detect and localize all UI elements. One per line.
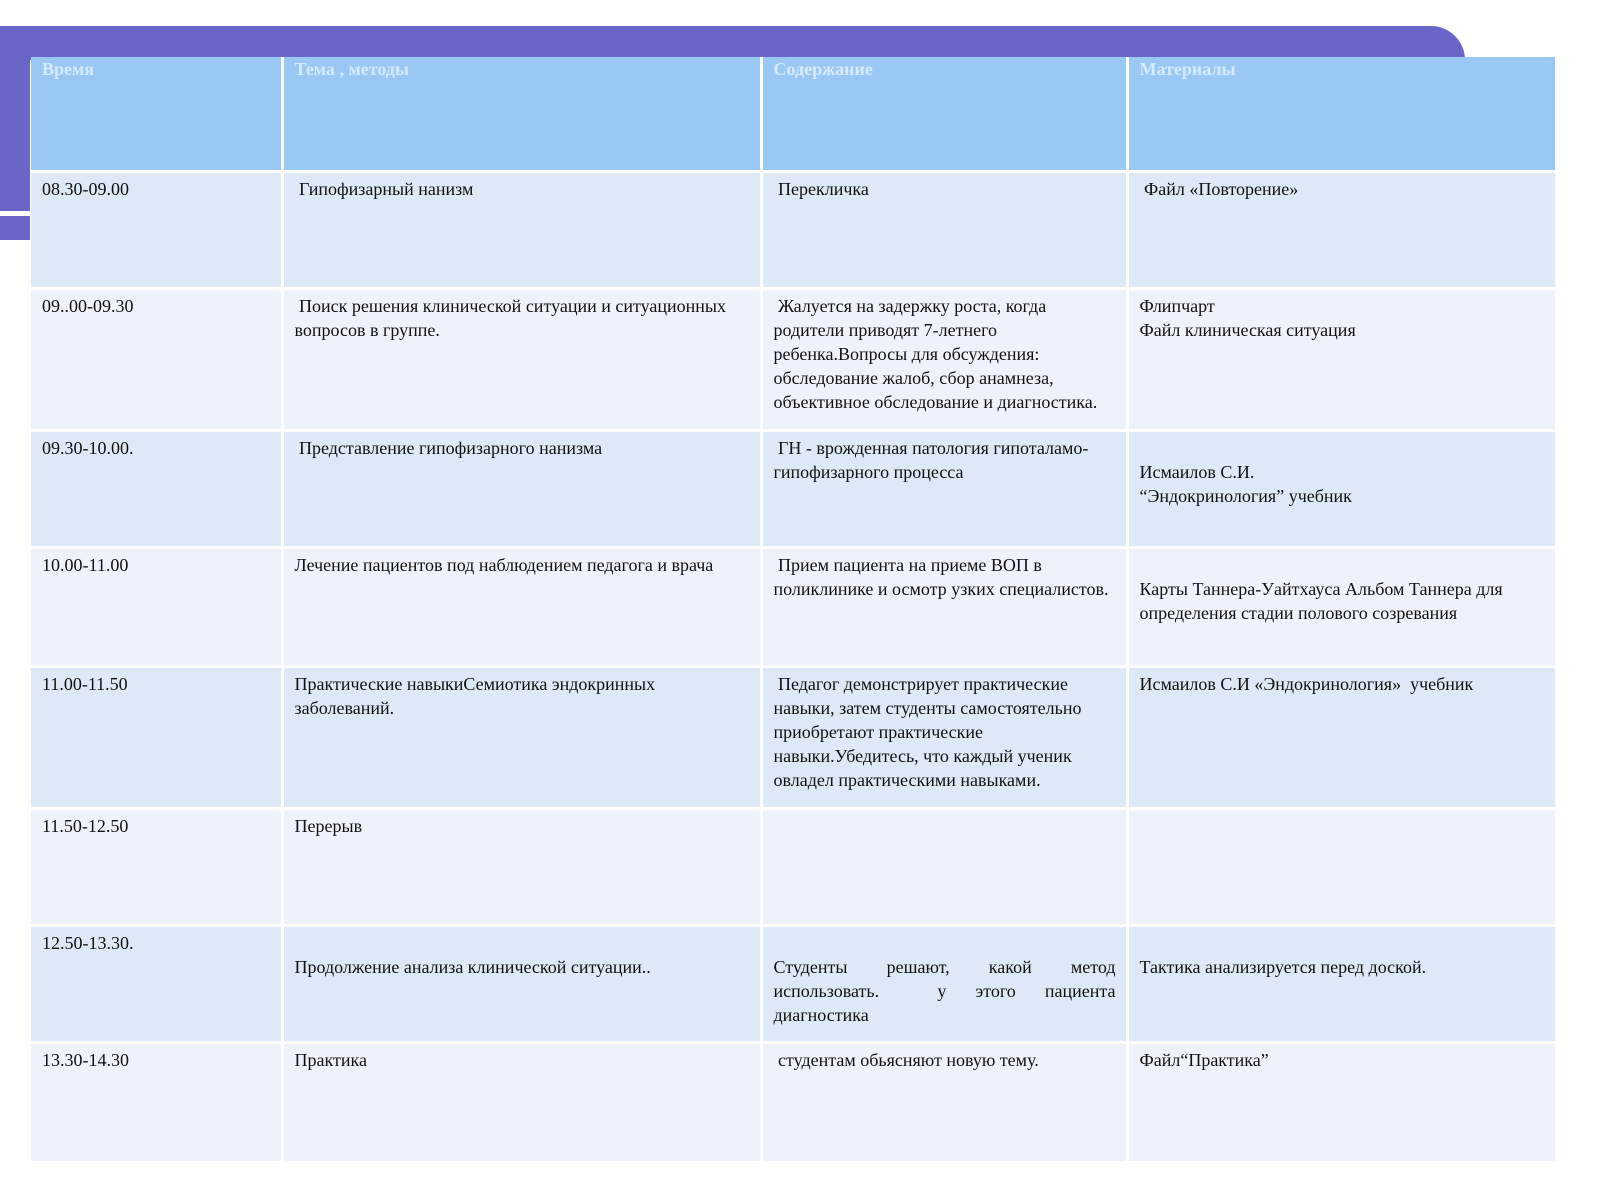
content-text: ГН - врожденная патология гипоталамо-гипофизарного процесса bbox=[773, 438, 1089, 482]
cell-content bbox=[761, 926, 1127, 1043]
cell-topic bbox=[282, 1043, 761, 1163]
schedule-table bbox=[31, 57, 1555, 1164]
title-banner bbox=[0, 26, 1465, 60]
content-text: Педагог демонстрирует практические навыки, затем студенты самостоятельно приобретают практические навыки.Убедитесь, что каждый ученик овладел практическими навыками. bbox=[773, 674, 1086, 790]
cell-time bbox=[31, 172, 282, 289]
materials-text: Исмаилов С.И «Эндокринология» учебник bbox=[1139, 674, 1474, 694]
cell-topic bbox=[282, 172, 761, 289]
materials-text: Тактика анализируется перед доской. bbox=[1139, 957, 1427, 977]
cell-time bbox=[31, 289, 282, 431]
content-text: Жалуется на задержку роста, когда родители приводят 7-летнего ребенка.Вопросы для обсуждения: обследование жалоб, сбор анамнеза, объективное обследование и диагностика. bbox=[773, 296, 1098, 412]
content-text: Прием пациента на приеме ВОП в поликлинике и осмотр узких специалистов. bbox=[773, 555, 1109, 599]
cell-content bbox=[761, 548, 1127, 667]
cell-topic bbox=[282, 289, 761, 431]
table-header-row bbox=[31, 57, 1555, 172]
materials-text: Флипчарт Файл клиническая ситуация bbox=[1139, 296, 1356, 340]
header-time: Время bbox=[31, 57, 282, 172]
table-row bbox=[31, 1043, 1555, 1163]
cell-materials bbox=[1127, 809, 1555, 926]
materials-text: Файл «Повторение» bbox=[1139, 179, 1299, 199]
header-topic: Тема , методы bbox=[282, 57, 761, 172]
cell-content bbox=[761, 667, 1127, 809]
cell-materials bbox=[1127, 1043, 1555, 1163]
table-row bbox=[31, 289, 1555, 431]
cell-materials bbox=[1127, 926, 1555, 1043]
topic-text: Поиск решения клинической ситуации и ситуационных вопросов в группе. bbox=[294, 296, 731, 340]
cell-materials bbox=[1127, 431, 1555, 548]
header-materials: Материалы bbox=[1127, 57, 1555, 172]
cell-topic bbox=[282, 431, 761, 548]
table-row bbox=[31, 926, 1555, 1043]
cell-materials bbox=[1127, 667, 1555, 809]
cell-materials bbox=[1127, 548, 1555, 667]
time-text: 11.00-11.50 bbox=[42, 674, 128, 694]
cell-time bbox=[31, 926, 282, 1043]
time-text: 12.50-13.30. bbox=[42, 933, 134, 953]
side-accent-bar bbox=[0, 26, 30, 211]
time-text: 09..00-09.30 bbox=[42, 296, 134, 316]
topic-text: Представление гипофизарного нанизма bbox=[294, 438, 603, 458]
cell-topic bbox=[282, 809, 761, 926]
table-row bbox=[31, 431, 1555, 548]
table-row bbox=[31, 809, 1555, 926]
cell-topic bbox=[282, 926, 761, 1043]
time-text: 13.30-14.30 bbox=[42, 1050, 129, 1070]
content-text: Студенты решают, какой метод использовать. у этого пациента диагностика bbox=[773, 957, 1116, 1025]
cell-materials bbox=[1127, 289, 1555, 431]
materials-text: Файл“Практика” bbox=[1139, 1050, 1269, 1070]
cell-topic bbox=[282, 667, 761, 809]
side-accent-bar-lower bbox=[0, 216, 30, 240]
cell-content bbox=[761, 431, 1127, 548]
time-text: 10.00-11.00 bbox=[42, 555, 129, 575]
cell-topic bbox=[282, 548, 761, 667]
cell-time bbox=[31, 1043, 282, 1163]
table-row bbox=[31, 667, 1555, 809]
cell-content bbox=[761, 1043, 1127, 1163]
cell-time bbox=[31, 548, 282, 667]
cell-content bbox=[761, 289, 1127, 431]
cell-time bbox=[31, 667, 282, 809]
cell-time bbox=[31, 431, 282, 548]
time-text: 09.30-10.00. bbox=[42, 438, 134, 458]
time-text: 08.30-09.00 bbox=[42, 179, 129, 199]
topic-text: Гипофизарный нанизм bbox=[294, 179, 474, 199]
cell-content bbox=[761, 809, 1127, 926]
topic-text: Продолжение анализа клинической ситуации.. bbox=[294, 957, 651, 977]
topic-text: Лечение пациентов под наблюдением педагога и врача bbox=[294, 555, 714, 575]
cell-materials bbox=[1127, 172, 1555, 289]
materials-text: Карты Таннера-Уайтхауса Альбом Таннера для определения стадии полового созревания bbox=[1139, 579, 1503, 623]
materials-text: Исмаилов С.И. “Эндокринология” учебник bbox=[1139, 462, 1352, 506]
topic-text: Практические навыкиСемиотика эндокринных заболеваний. bbox=[294, 674, 660, 718]
table-row bbox=[31, 548, 1555, 667]
header-content: Содержание bbox=[761, 57, 1127, 172]
content-text: Перекличка bbox=[773, 179, 869, 199]
cell-time bbox=[31, 809, 282, 926]
topic-text: Практика bbox=[294, 1050, 367, 1070]
content-text: студентам обьясняют новую тему. bbox=[773, 1050, 1039, 1070]
cell-content bbox=[761, 172, 1127, 289]
topic-text: Перерыв bbox=[294, 816, 363, 836]
table-row bbox=[31, 172, 1555, 289]
time-text: 11.50-12.50 bbox=[42, 816, 129, 836]
